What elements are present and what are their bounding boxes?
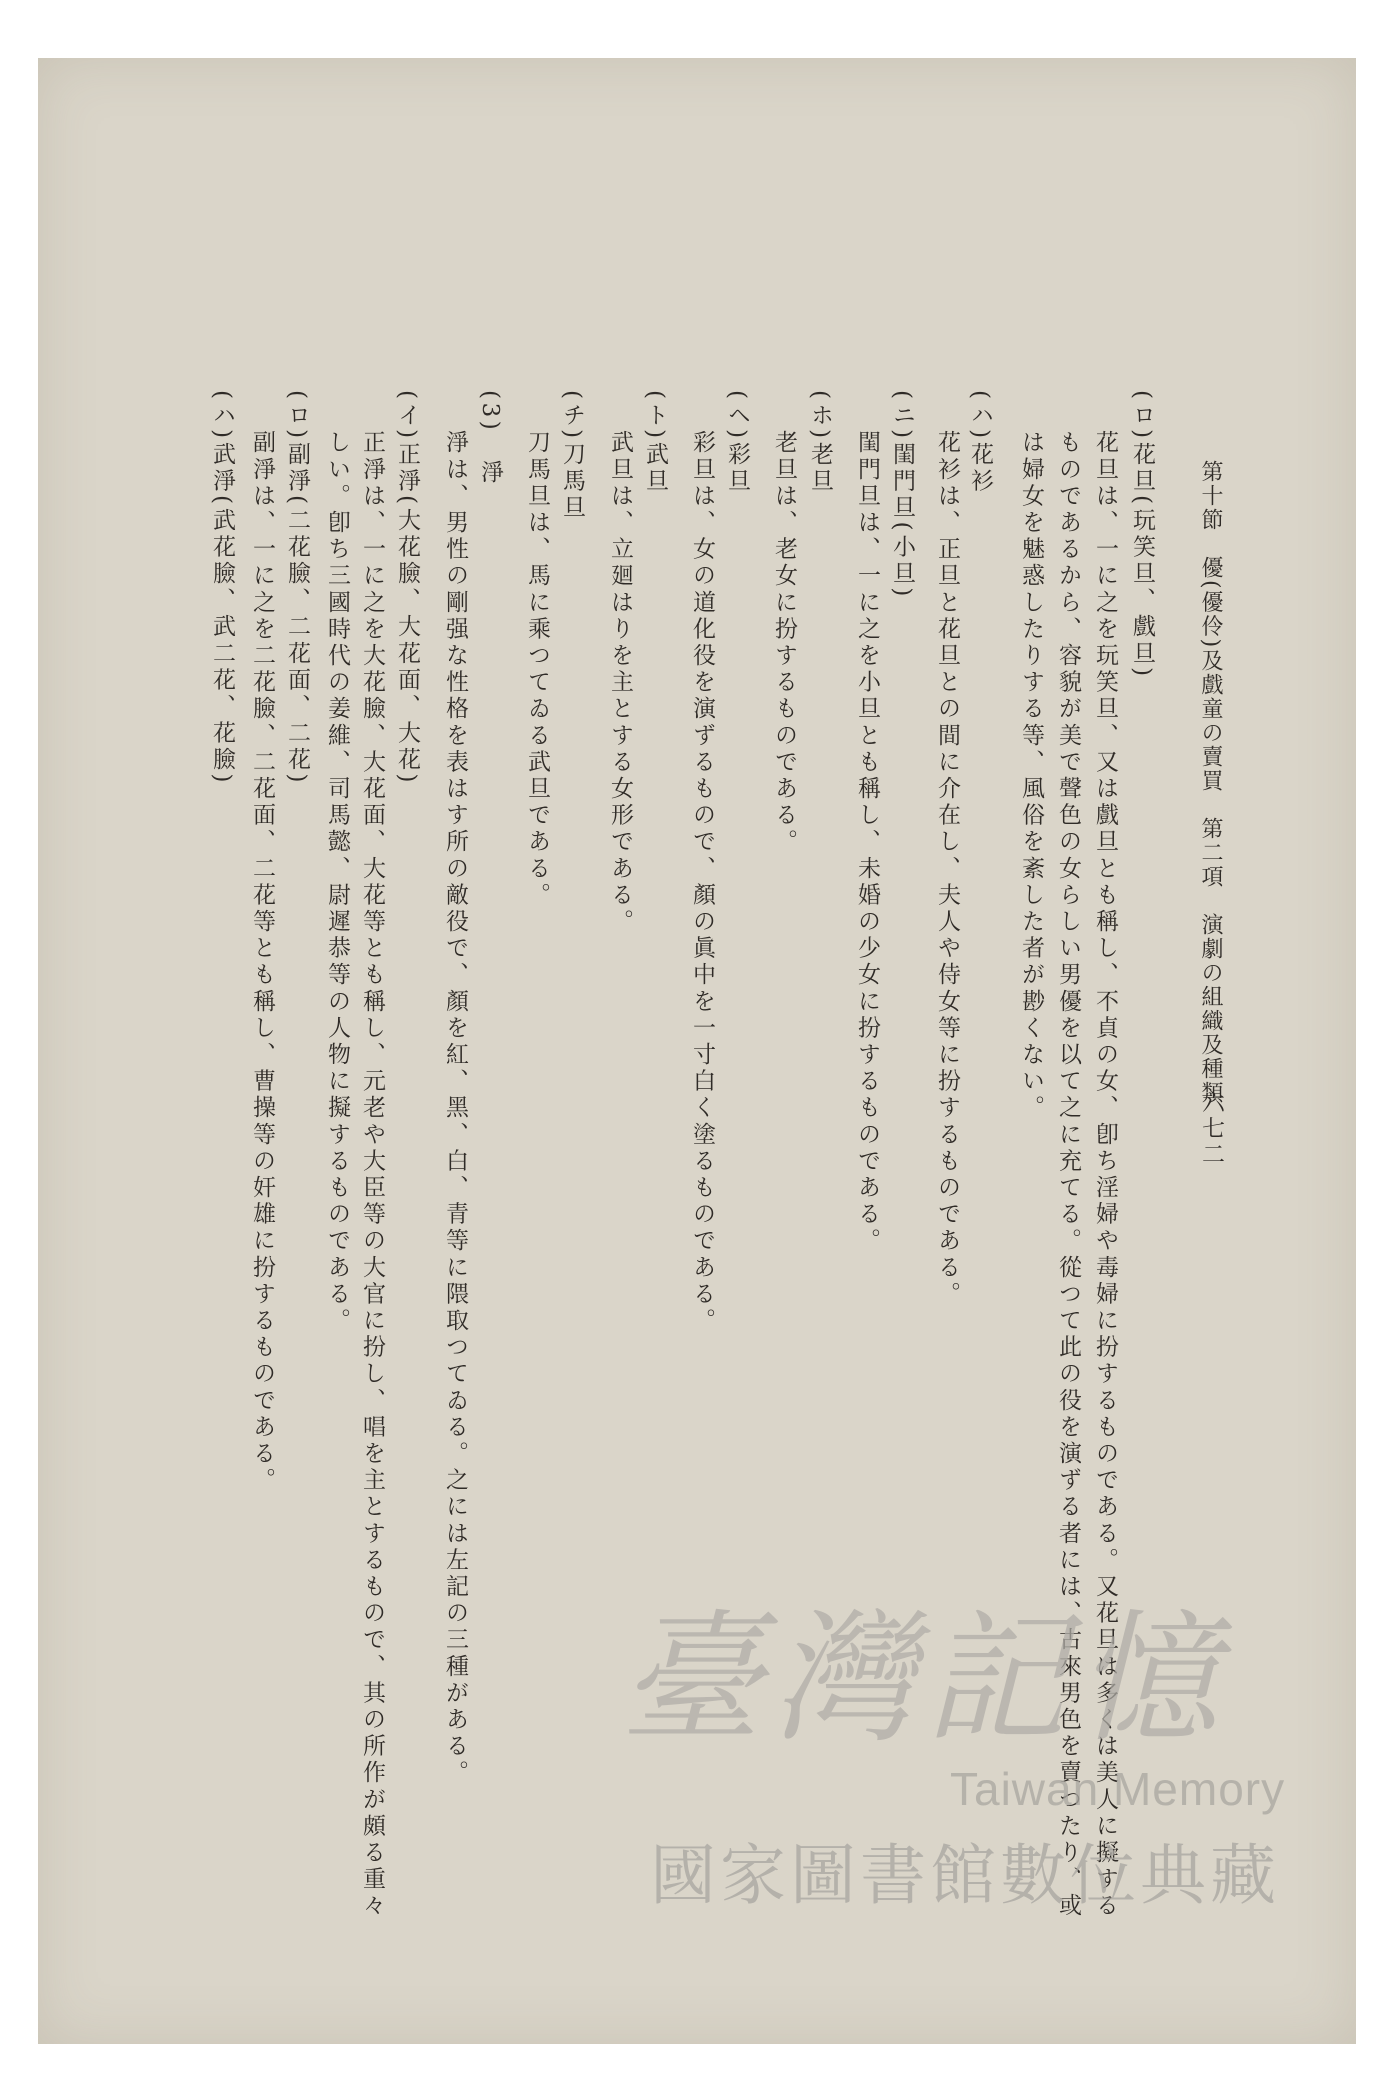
text-column: 花衫は、正旦と花旦との間に介在し、夫人や侍女等に扮するものである。: [934, 430, 960, 1308]
text-column: は婦女を魅惑したりする等、風俗を紊した者が尠くない。: [1018, 430, 1044, 1122]
text-column: 淨は、男性の剛强な性格を表はす所の敵役で、顏を紅、黑、白、青等に隈取つてゐる。之には左記の三種がある。: [442, 430, 468, 1787]
page-number: 六七二: [1198, 1090, 1224, 1168]
text-column: 正淨は、一に之を大花臉、大花面、大花等とも稱し、元老や大臣等の大官に扮し、唱を主とするもので、其の所作が頗る重々: [359, 430, 385, 1920]
text-column: (ハ)花衫: [967, 390, 993, 495]
text-column: 武旦は、立廻はりを主とする女形である。: [607, 430, 633, 936]
text-column: (ヘ)彩旦: [724, 390, 750, 495]
text-column: 花旦は、一に之を玩笑旦、又は戲旦とも稱し、不貞の女、卽ち淫婦や毒婦に扮するものである。又花旦は多くは美人に擬する: [1092, 430, 1118, 1920]
text-column: 副淨は、一に之を二花臉、二花面、二花等とも稱し、曹操等の奸雄に扮するものである。: [249, 430, 275, 1494]
text-column: (3) 淨: [477, 390, 503, 487]
text-column: (ロ)花旦(玩笑旦、戲旦): [1129, 390, 1155, 680]
text-column: (ハ)武淨(武花臉、武二花、花臉): [209, 390, 235, 787]
text-column: 老旦は、老女に扮するものである。: [771, 430, 797, 856]
text-column: (ニ)閨門旦(小旦): [889, 390, 915, 600]
watermark-chinese: 國家圖書館數位典藏: [650, 1837, 1280, 1914]
watermark-logo: 臺灣記憶: [620, 1597, 1228, 1762]
text-column: (ト)武旦: [642, 390, 668, 495]
text-column: 刀馬旦は、馬に乘つてゐる武旦である。: [524, 430, 550, 909]
text-column: ものであるから、容貌が美で聲色の女らしい男優を以て之に充てる。從つて此の役を演ずる者には、古來男色を賣つたり、或: [1055, 430, 1081, 1920]
text-column: (チ)刀馬旦: [559, 390, 585, 522]
running-header: 第十節 優(優伶)及戲童の賣買 第二項 演劇の組織及種類: [1198, 460, 1223, 1106]
watermark-english: Taiwan Memory: [950, 1763, 1286, 1815]
text-column: (イ)正淨(大花臉、大花面、大花): [394, 390, 420, 787]
text-column: (ロ)副淨(二花臉、二花面、二花): [284, 390, 310, 787]
text-column: 彩旦は、女の道化役を演ずるもので、顏の眞中を一寸白く塗るものである。: [689, 430, 715, 1335]
text-column: 閨門旦は、一に之を小旦とも稱し、未婚の少女に扮するものである。: [854, 430, 880, 1255]
text-column: (ホ)老旦: [807, 390, 833, 495]
text-column: しい。卽ち三國時代の姜維、司馬懿、尉遲恭等の人物に擬するものである。: [324, 430, 350, 1335]
